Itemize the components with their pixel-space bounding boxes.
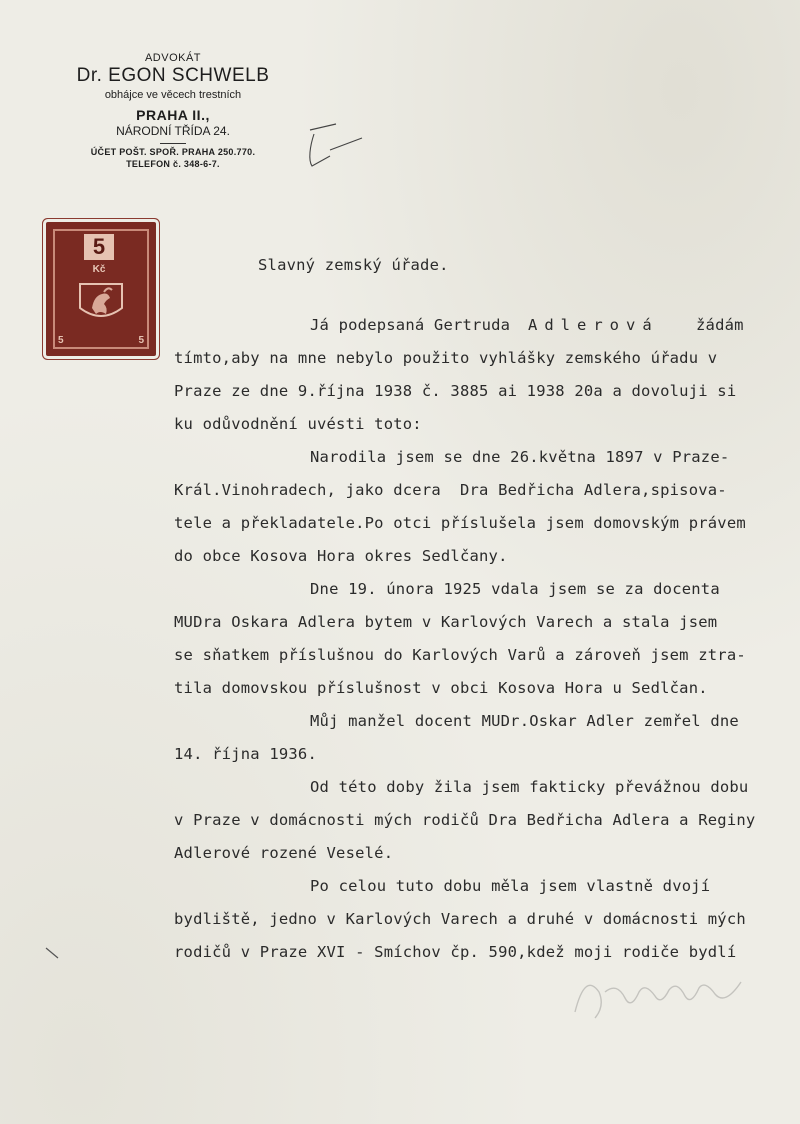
letterhead-city: PRAHA II.,	[136, 107, 210, 123]
stamp-value: 5	[84, 234, 114, 260]
letter-line: se sňatkem příslušnou do Karlových Varů a zároveň jsem ztra-	[174, 646, 746, 664]
salutation: Slavný zemský úřade.	[258, 256, 449, 274]
letterhead-name: Dr. EGON SCHWELB	[76, 65, 270, 86]
letter-line: bydliště, jedno v Karlových Varech a druhé v domácnosti mých	[174, 910, 746, 928]
letter-line: Král.Vinohradech, jako dcera Dra Bedřicha Adlera,spisova-	[174, 481, 727, 499]
stamp-currency: Kč	[92, 264, 106, 275]
letter-line-name-spaced: Adlerová	[528, 316, 659, 334]
letter-line: tila domovskou příslušnost v obci Kosova Hora u Sedlčan.	[174, 679, 708, 697]
letterhead-street: NÁRODNÍ TŘÍDA 24.	[116, 124, 230, 138]
letter-line: Od této doby žila jsem fakticky převážnou dobu	[310, 778, 749, 796]
letter-line: Můj manžel docent MUDr.Oskar Adler zemřel dne	[310, 712, 739, 730]
letter-line: Po celou tuto dobu měla jsem vlastně dvojí	[310, 877, 711, 895]
letter-line: Já podepsaná Gertruda	[310, 316, 511, 334]
letter-line: rodičů v Praze XVI - Smíchov čp. 590,kdež moji rodiče bydlí	[174, 943, 737, 961]
letter-line: v Praze v domácnosti mých rodičů Dra Bedřicha Adlera a Reginy	[174, 811, 756, 829]
letter-line: žádám	[696, 316, 744, 334]
letter-line: tele a překladatele.Po otci příslušela jsem domovským právem	[174, 514, 746, 532]
letter-line: MUDra Oskara Adlera bytem v Karlových Varech a stala jsem	[174, 613, 718, 631]
letter-line: ku odůvodnění uvésti toto:	[174, 415, 422, 433]
letterhead-phone: TELEFON č. 348-6-7.	[126, 159, 220, 169]
letter-line: do obce Kosova Hora okres Sedlčany.	[174, 547, 508, 565]
stamp-corner-value-right: 5	[138, 335, 144, 346]
letter-line: Praze ze dne 9.října 1938 č. 3885 ai 1938 20a a dovoluji si	[174, 382, 737, 400]
letter-line: Dne 19. února 1925 vdala jsem se za docenta	[310, 580, 720, 598]
letter-line: Narodila jsem se dne 26.května 1897 v Praze-	[310, 448, 730, 466]
letterhead-role: ADVOKÁT	[144, 52, 202, 64]
letterhead-account: ÚČET POŠT. SPOŘ. PRAHA 250.770.	[90, 147, 256, 157]
letter-line: tímto,aby na mne nebylo použito vyhlášky zemského úřadu v	[174, 349, 718, 367]
letter-line: 14. října 1936.	[174, 745, 317, 763]
letterhead-description: obhájce ve věcech trestních	[104, 89, 242, 101]
signature-showthrough-icon	[565, 962, 755, 1032]
stamp-corner-value-left: 5	[58, 335, 64, 346]
margin-tick-icon	[44, 944, 64, 964]
letter-line: Adlerové rozené Veselé.	[174, 844, 394, 862]
